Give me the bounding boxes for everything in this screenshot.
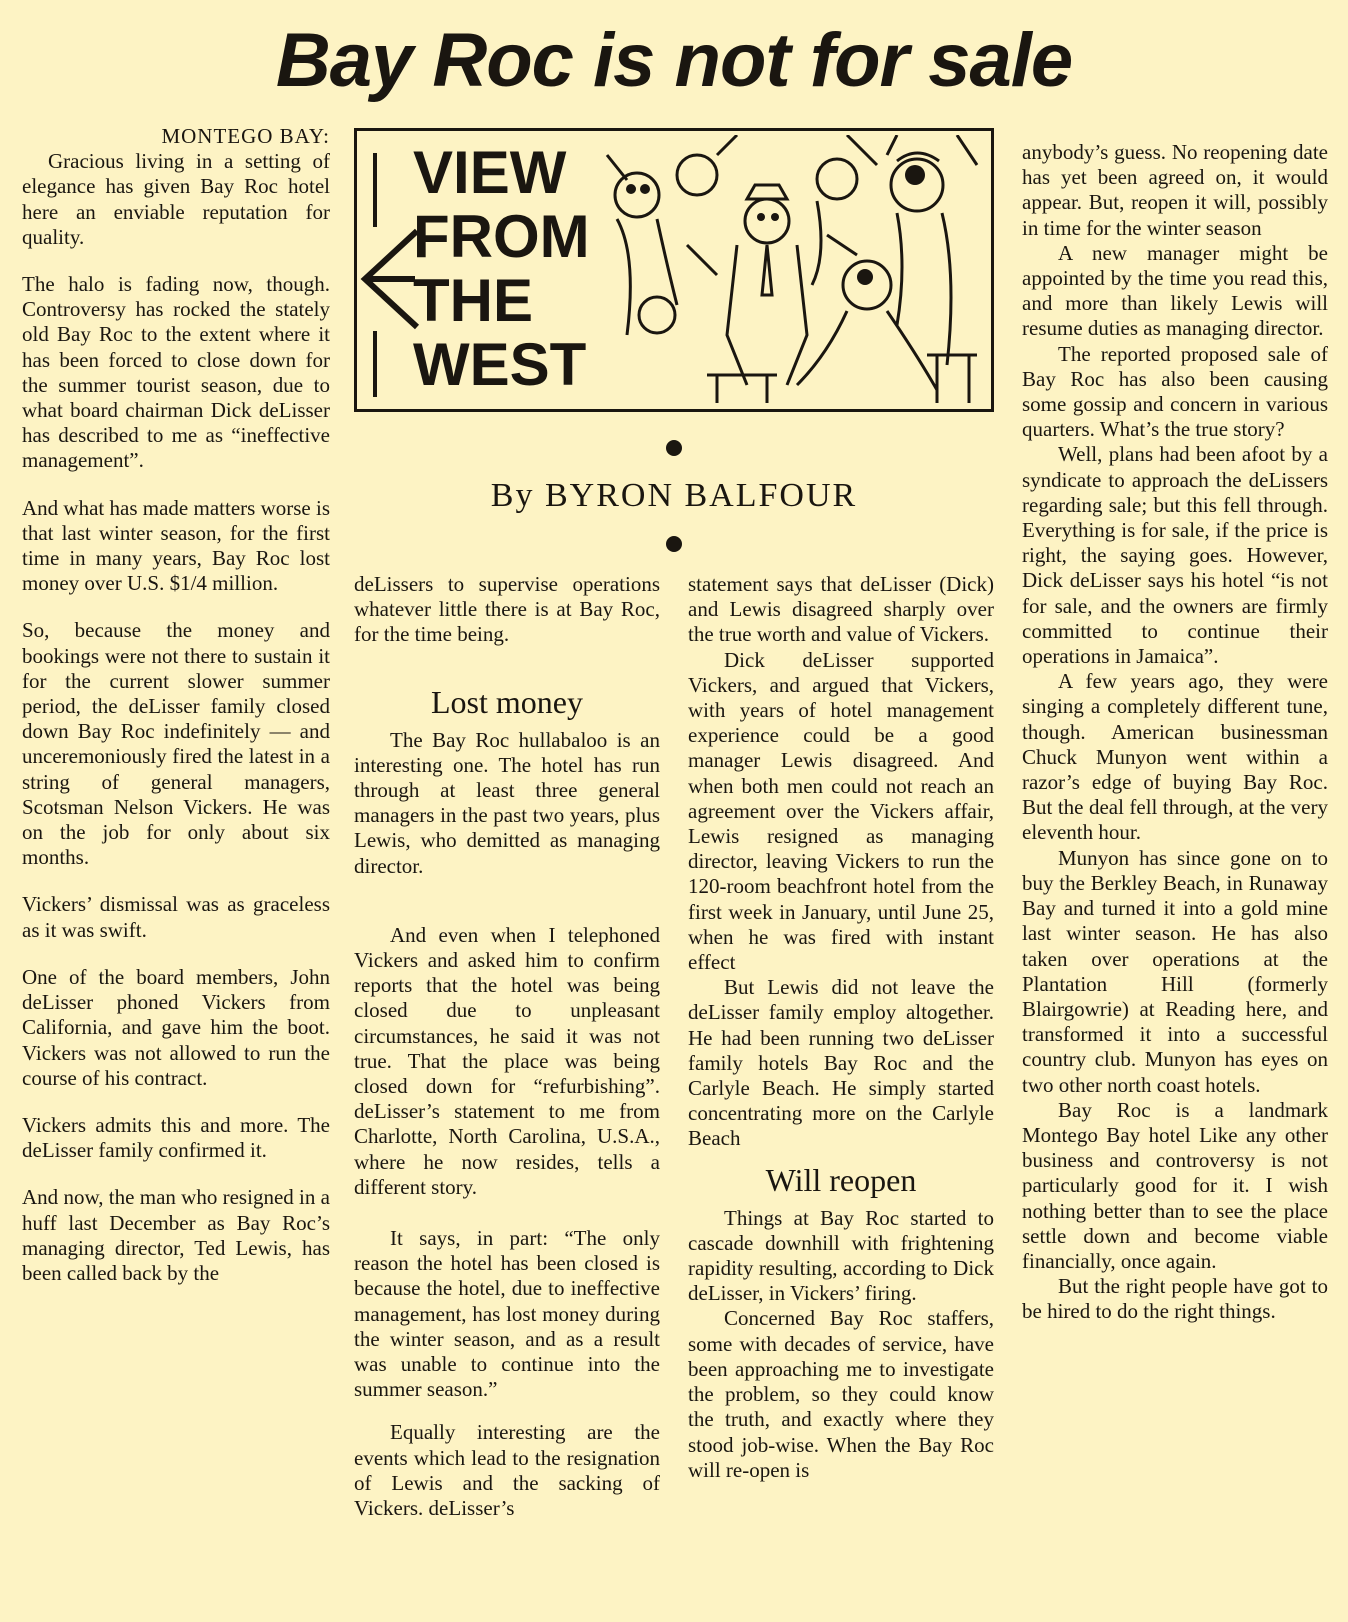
feature-title [413, 141, 603, 397]
paragraph: The halo is fading now, though. Controversy has rocked the stately old Bay Roc to the extent where it has been forced to close down for the summer tourist season, due to what board chairman Dick deLisser has described to me as “ineffective management”. [22, 272, 330, 473]
paragraph: So, because the money and bookings were not there to sustain it for the current slower summer period, the deLisser family closed down Bay Roc indefinitely — and unceremoniously fired the latest in a string of general managers, Scotsman Nelson Vickers. He was on the job for only about six months. [22, 618, 330, 870]
paragraph: And now, the man who resigned in a huff last December as Bay Roc’s managing director, Ted Lewis, has been called back by the [22, 1185, 330, 1285]
paragraph: Vickers admits this and more. The deLisser family confirmed it. [22, 1112, 330, 1163]
lead-paragraph: Gracious living in a setting of elegance has given Bay Roc hotel here an enviable reputation for quality. [22, 149, 330, 249]
paragraph: Concerned Bay Roc staffers, some with decades of service, have been approaching me to investigate the problem, so they could know the truth, and exactly where they stood job-wise. When the Bay Roc will re-open is [688, 1306, 994, 1482]
byline: By BYRON BALFOUR [490, 477, 858, 514]
article-column-1 [22, 124, 330, 1308]
paragraph: But Lewis did not leave the deLisser family employ altogether. He had been running two deLisser family hotels Bay Roc and the Carlyle Beach. He simply started concentrating more on the Carlyle Beach [688, 975, 994, 1151]
headline: Bay Roc is not for sale [275, 18, 1073, 103]
paragraph: statement says that deLisser (Dick) and Lewis disagreed sharply over the true worth and value of Vickers. [688, 572, 994, 647]
paragraph: A new manager might be appointed by the time you read this, and more than likely Lewis will resume duties as managing director. [1022, 240, 1328, 341]
bullet-dot-icon [666, 440, 682, 456]
subhead-will-reopen: Will reopen [765, 1161, 917, 1198]
subhead-lost-money: Lost money [431, 683, 583, 720]
paragraph: Well, plans had been afoot by a syndicate to approach the deLissers regarding sale; but this fell through. Everything is for sale, if the price is right, the saying goes. However, Dick deLisser says his hotel “is not for sale, and the owners are firmly committed to continue their operations in Jamaica”. [1022, 442, 1328, 669]
paragraph: deLissers to supervise operations whatever little there is at Bay Roc, for the time being. [354, 572, 660, 647]
feature-box [354, 128, 994, 412]
paragraph: Dick deLisser supported Vickers, and argued that Vickers, with years of hotel management experience could be a good manager Lewis disagreed. And when both men could not reach an agreement over the Vickers affair, Lewis resigned as managing director, leaving Vickers to run the 120-room beachfront hotel from the first week in January, until June 25, when he was fired with instant effect [688, 647, 994, 975]
dateline: MONTEGO BAY: [161, 124, 330, 148]
paragraph: Vickers’ dismissal was as graceless as it was swift. [22, 892, 330, 942]
paragraph: anybody’s guess. No reopening date has yet been agreed on, it would appear. But, reopen it will, possibly in time for the winter season [1022, 140, 1328, 240]
paragraph: Equally interesting are the events which lead to the resignation of Lewis and the sacking of Vickers. deLisser’s [354, 1420, 660, 1521]
paragraph: It says, in part: “The only reason the hotel has been closed is because the hotel, due to ineffective management, has lost money during the winter season, and as a result was unable to continue into the summer season.” [354, 1226, 660, 1402]
paragraph: One of the board members, John deLisser phoned Vickers from California, and gave him the boot. Vickers was not allowed to run the course of his contract. [22, 964, 330, 1090]
paragraph: Munyon has since gone on to buy the Berkley Beach, in Runaway Bay and turned it into a gold mine last winter season. He has also taken over operations at the Plantation Hill (formerly Blairgowrie) at Reading here, and transformed it into a successful country club. Munyon has eyes on two other north coast hotels. [1022, 845, 1328, 1097]
paragraph: The reported proposed sale of Bay Roc has also been causing some gossip and concern in various quarters. What’s the true story? [1022, 341, 1328, 442]
bullet-dot-icon [666, 536, 682, 552]
paragraph: The Bay Roc hullabaloo is an interesting one. The hotel has run through at least three general managers in the past two years, plus Lewis, who demitted as managing director. [354, 727, 660, 878]
paragraph: And even when I telephoned Vickers and asked him to confirm reports that the hotel was being closed due to unpleasant circumstances, he said it was not true. That the place was being closed down for “refurbishing”. deLisser’s statement to me from Charlotte, North Carolina, U.S.A., where he now resides, tells a different story. [354, 922, 660, 1199]
paragraph: A few years ago, they were singing a completely different tune, though. American businessman Chuck Munyon went within a razor’s edge of buying Bay Roc. But the deal fell through, at the very eleventh hour. [1022, 669, 1328, 845]
feature-title-line: FROM [413, 203, 590, 270]
crowd-caricature-icon [597, 135, 989, 407]
paragraph: Things at Bay Roc started to cascade downhill with frightening rapidity resulting, according to Dick deLisser, in Vickers’ firing. [688, 1205, 994, 1306]
article-column-3 [688, 572, 994, 1483]
article-column-4 [1022, 140, 1328, 1325]
feature-title-line: THE [413, 267, 533, 334]
feature-title-line: WEST [413, 331, 587, 398]
byline-block [354, 440, 994, 552]
article-column-2 [354, 572, 660, 1521]
paragraph: Bay Roc is a landmark Montego Bay hotel Like any other business and controversy is not particularly good for it. I wish nothing better than to see the place settle down and become viable financially, once again. [1022, 1097, 1328, 1273]
feature-title-line: VIEW [413, 139, 567, 206]
paragraph: And what has made matters worse is that last winter season, for the first time in many years, Bay Roc lost money over U.S. $1/4 million. [22, 495, 330, 596]
paragraph: But the right people have got to be hired to do the right things. [1022, 1274, 1328, 1324]
